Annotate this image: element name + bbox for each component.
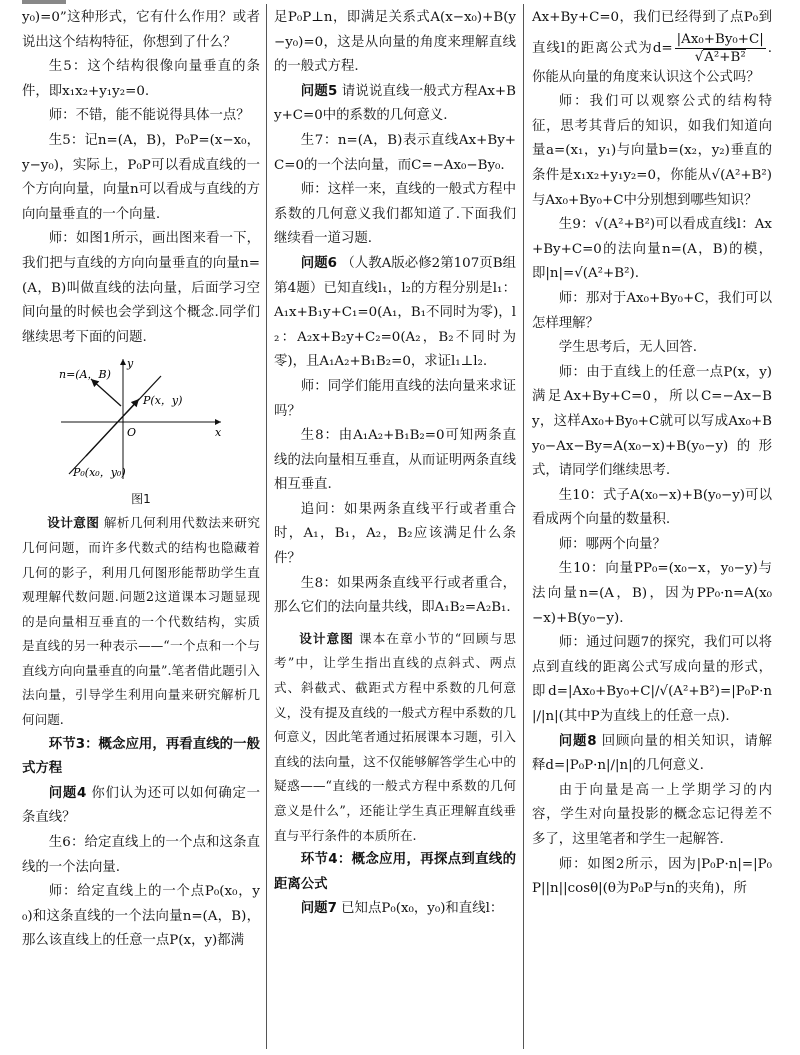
sqrt-radicand: A²+B²: [704, 49, 746, 65]
design-intent-body: 课本在章小节的“回顾与思考”中，让学生指出直线的点斜式、两点式、斜截式、截距式方程中系数的几何意义，没有提及直线的一般式方程中系数的几何意义，因此笔者通过拓展课本习题，引入直线的法向量，这不仅能够解答学生心中的疑惑——“直线的一般式方程中系数的几何意义是什么”，还能让学生真正理解直线垂直与平行条件的本质所在.: [274, 630, 516, 843]
question-heading: 问题4: [48, 785, 87, 801]
text-span: 你能从向量的角度来认识这个公式吗？: [532, 69, 760, 85]
paragraph: y₀)=0”这种形式，它有什么作用？或者说出这个结构特征，你想到了什么？: [22, 10, 260, 50]
paragraph: 生7：n=(A，B)表示直线Ax+By+C=0的一个法向量，而C=−Ax₀−By₀.: [274, 132, 516, 173]
column-2: [274, 6, 516, 922]
paragraph: 生8：由A₁A₂+B₁B₂=0可知两条直线的法向量相互垂直，从而证明两条直线相互垂直.: [274, 428, 516, 493]
fraction-numerator: |Ax₀+By₀+C|: [676, 31, 764, 47]
label-p: P(x，y): [143, 394, 183, 408]
paragraph: 师：通过问题7的探究，我们可以将点到直线的距离公式写成向量的形式，即d=|Ax₀+By₀+C|/√(A²+B²)=|P₀P·n|/|n|(其中P为直线上的任意一点).: [532, 635, 772, 725]
label-n: n=(A，B): [59, 368, 111, 382]
question-body: （人教A版必修2第107页B组第4题）已知直线l₁，l₂的方程分别是l₁：A₁x+B₁y+C₁=0(A₁，B₁不同时为零)，l₂：A₂x+B₂y+C₂=0(A₂，B₂不同时为零)，且A₁A₂+B₁B₂=0，求证l₁⊥l₂.: [274, 255, 516, 370]
design-intent-heading: 设计意图: [47, 515, 100, 531]
column-1: [22, 6, 260, 954]
question: [274, 252, 516, 375]
column-divider: [523, 4, 524, 1049]
paragraph: 师：如图2所示，因为|P₀P·n|=|P₀P||n||cosθ|(θ为P₀P与n的夹角)，所: [532, 856, 772, 897]
question-heading: 问题8: [558, 733, 597, 749]
column-divider: [266, 4, 267, 1049]
question: [274, 80, 516, 129]
paragraph: 生10：向量PP₀=(x₀−x，y₀−y)与法向量n=(A，B)，因为PP₀·n=A(x₀−x)+B(y₀−y).: [532, 561, 772, 626]
paragraph: 生5：记n=(A，B)，P₀P=(x−x₀，y−y₀)，实际上，P₀P可以看成直线的一个方向向量，向量n可以看成与直线的方向向量垂直的一个向量.: [22, 132, 260, 222]
question-heading: 问题6: [300, 255, 337, 271]
section-heading: 环节3：概念应用，再看直线的一般式方程: [22, 736, 260, 777]
paragraph: 师：我们可以观察公式的结构特征，思考其背后的知识，如我们知道向量a=(x₁，y₁)与向量b=(x₂，y₂)垂直的条件是x₁x₂+y₁y₂=0，你能从√(A²+B²)与Ax₀+By₀+C中分别想到哪些知识？: [532, 94, 772, 208]
paragraph: 生10：式子A(x₀−x)+B(y₀−y)可以看成两个向量的数量积.: [532, 487, 772, 528]
paragraph: 师：那对于Ax₀+By₀+C，我们可以怎样理解？: [532, 290, 772, 331]
distance-fraction: [675, 31, 766, 66]
label-x: x: [215, 426, 222, 440]
coordinate-diagram: [51, 354, 231, 484]
label-y: y: [127, 357, 134, 371]
question-heading: 问题5: [300, 83, 338, 99]
text-span: Ax+By+C=0，我们已经得到了点P₀到直线l的距离公式为d=: [532, 10, 772, 56]
figure-1: [22, 354, 260, 488]
page-corner-mark: [22, 0, 66, 4]
design-intent: [274, 627, 516, 848]
paragraph: Ax+By+C=0，我们已经得到了点P₀到直线l的距离公式为d= $\frac{\text{|Ax₀+By₀+C|}}{\text{√A²+B²}}$ . 你能从向量的角度来认识这个公式吗？: [532, 10, 772, 85]
paragraph: 学生思考后，无人回答.: [558, 340, 697, 356]
question: [532, 730, 772, 779]
label-p0: P₀(x₀，y₀): [73, 466, 126, 480]
design-intent-body: 解析几何利用代数法来研究几何问题，而许多代数式的结构也隐藏着几何的影子，利用几何图形能帮助学生直观理解代数问题.问题2这道课本习题显现的是向量相互垂直的一个代数结构，实质是直线的另一种表示——“一个点和一个与直线方向向量垂直的向量”.笔者借此题引入法向量，引导学生利用向量来研究解析几何问题.: [22, 515, 261, 728]
paragraph: 师：同学们能用直线的法向量来求证吗？: [274, 378, 516, 419]
paragraph: 师：由于直线上的任意一点P(x，y)满足Ax+By+C=0，所以C=−Ax−By，这样Ax₀+By₀+C就可以写成Ax₀+By₀−Ax−By=A(x₀−x)+B(y₀−y)的形式，请同学们继续思考.: [532, 364, 772, 479]
paragraph: 生9：√(A²+B²)可以看成直线l：Ax+By+C=0的法向量n=(A，B)的模，即|n|=√(A²+B²).: [532, 217, 772, 282]
column-3: [532, 6, 772, 902]
section-heading: 环节4：概念应用，再探点到直线的距离公式: [274, 852, 516, 892]
paragraph: 师：如图1所示，画出图来看一下，我们把与直线的方向向量垂直的向量n=(A，B)叫做直线的法向量，后面学习空间向量的时候也会学到这个概念.同学们继续思考下面的问题.: [22, 231, 260, 345]
question: [22, 782, 260, 831]
figure-caption: 图1: [131, 492, 151, 507]
paragraph: 生6：给定直线上的一个点和这条直线的一个法向量.: [22, 835, 260, 875]
paragraph: 生8：如果两条直线平行或者重合，那么它们的法向量共线，即A₁B₂=A₂B₁.: [274, 575, 516, 616]
paragraph: 生5：这个结构很像向量垂直的条件，即x₁x₂+y₁y₂=0.: [22, 59, 260, 99]
design-intent-heading: 设计意图: [299, 630, 354, 646]
normal-vector: [91, 379, 121, 406]
design-intent: [22, 511, 260, 732]
paragraph: 师：给定直线上的一个点P₀(x₀，y₀)和这条直线的一个法向量n=(A，B)，那么该直线上的任意一点P(x，y)都满: [22, 884, 260, 949]
paragraph: 师：哪两个向量？: [558, 536, 666, 552]
question-body: 你们认为还可以如何确定一条直线？: [22, 785, 260, 826]
paragraph: 师：不错，能不能说得具体一点？: [48, 108, 250, 124]
label-origin: O: [127, 426, 137, 440]
question-body: 请说说直线一般式方程Ax+By+C=0中的系数的几何意义.: [274, 83, 516, 124]
question-heading: 问题7: [300, 901, 337, 917]
paragraph: 师：这样一来，直线的一般式方程中系数的几何意义我们都知道了.下面我们继续看一道习题.: [274, 182, 516, 247]
paragraph: 由于向量是高一上学期学习的内容，学生对向量投影的概念忘记得差不多了，这里笔者和学生一起解答.: [532, 782, 772, 847]
question: [274, 897, 516, 922]
fraction-denominator: √A²+B²: [694, 49, 746, 65]
paragraph: 追问：如果两条直线平行或者重合时，A₁，B₁，A₂，B₂应该满足什么条件？: [274, 501, 516, 567]
question-body: 回顾向量的相关知识，请解释d=|P₀P·n|/|n|的几何意义.: [532, 733, 772, 774]
paragraph: 足P₀P⊥n，即满足关系式A(x−x₀)+B(y−y₀)=0，这是从向量的角度来理解直线的一般式方程.: [274, 10, 516, 75]
question-body: 已知点P₀(x₀，y₀)和直线l：: [341, 901, 504, 917]
